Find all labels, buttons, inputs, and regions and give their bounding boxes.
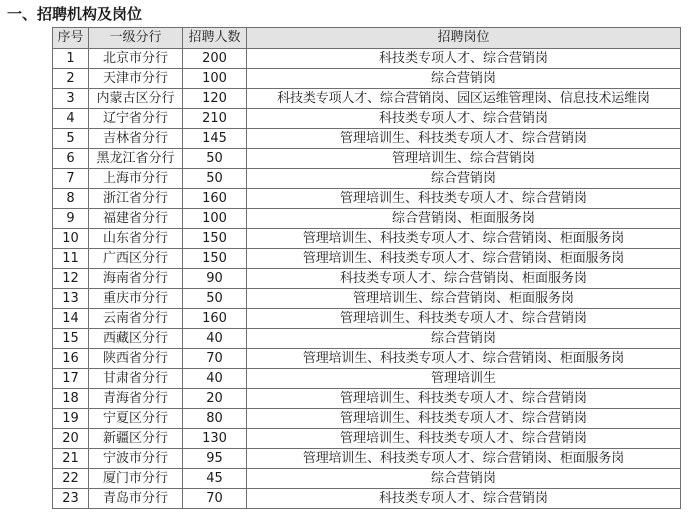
cell-branch: 广西区分行 <box>89 249 183 269</box>
cell-positions: 管理培训生、综合营销岗、柜面服务岗 <box>247 289 681 309</box>
cell-count: 145 <box>183 129 247 149</box>
cell-no: 17 <box>53 369 89 389</box>
cell-positions: 综合营销岗 <box>247 329 681 349</box>
cell-count: 100 <box>183 69 247 89</box>
cell-no: 8 <box>53 189 89 209</box>
cell-branch: 青海省分行 <box>89 389 183 409</box>
cell-no: 15 <box>53 329 89 349</box>
cell-no: 5 <box>53 129 89 149</box>
cell-positions: 管理培训生、科技类专项人才、综合营销岗 <box>247 189 681 209</box>
cell-no: 21 <box>53 449 89 469</box>
table-row <box>53 69 681 89</box>
cell-branch: 黑龙江省分行 <box>89 149 183 169</box>
cell-branch: 天津市分行 <box>89 69 183 89</box>
cell-branch: 甘肃省分行 <box>89 369 183 389</box>
cell-no: 12 <box>53 269 89 289</box>
cell-positions: 管理培训生、科技类专项人才、综合营销岗、柜面服务岗 <box>247 229 681 249</box>
cell-positions: 管理培训生、科技类专项人才、综合营销岗 <box>247 309 681 329</box>
cell-branch: 新疆区分行 <box>89 429 183 449</box>
cell-no: 3 <box>53 89 89 109</box>
cell-branch: 宁波市分行 <box>89 449 183 469</box>
cell-count: 150 <box>183 249 247 269</box>
cell-no: 2 <box>53 69 89 89</box>
cell-no: 6 <box>53 149 89 169</box>
cell-count: 70 <box>183 489 247 509</box>
cell-count: 100 <box>183 209 247 229</box>
table-row <box>53 329 681 349</box>
cell-positions: 管理培训生 <box>247 369 681 389</box>
header-no: 序号 <box>53 28 89 49</box>
header-positions: 招聘岗位 <box>247 28 681 49</box>
cell-branch: 厦门市分行 <box>89 469 183 489</box>
cell-count: 50 <box>183 169 247 189</box>
cell-no: 7 <box>53 169 89 189</box>
cell-positions: 科技类专项人才、综合营销岗 <box>247 49 681 69</box>
cell-positions: 管理培训生、综合营销岗 <box>247 149 681 169</box>
table-row <box>53 289 681 309</box>
cell-count: 50 <box>183 149 247 169</box>
cell-count: 200 <box>183 49 247 69</box>
cell-branch: 上海市分行 <box>89 169 183 189</box>
cell-positions: 综合营销岗 <box>247 469 681 489</box>
cell-branch: 内蒙古区分行 <box>89 89 183 109</box>
table-row <box>53 469 681 489</box>
cell-no: 10 <box>53 229 89 249</box>
cell-positions: 综合营销岗 <box>247 169 681 189</box>
header-branch: 一级分行 <box>89 28 183 49</box>
table-row <box>53 449 681 469</box>
cell-positions: 管理培训生、科技类专项人才、综合营销岗、柜面服务岗 <box>247 349 681 369</box>
table-row <box>53 49 681 69</box>
cell-no: 13 <box>53 289 89 309</box>
table-row <box>53 149 681 169</box>
table-row <box>53 249 681 269</box>
cell-no: 11 <box>53 249 89 269</box>
cell-no: 19 <box>53 409 89 429</box>
table-header-row <box>53 28 681 49</box>
cell-count: 120 <box>183 89 247 109</box>
table-row <box>53 489 681 509</box>
table-row <box>53 309 681 329</box>
cell-branch: 福建省分行 <box>89 209 183 229</box>
cell-no: 22 <box>53 469 89 489</box>
cell-positions: 科技类专项人才、综合营销岗、园区运维管理岗、信息技术运维岗 <box>247 89 681 109</box>
table-row <box>53 89 681 109</box>
cell-no: 18 <box>53 389 89 409</box>
cell-count: 95 <box>183 449 247 469</box>
table-row <box>53 189 681 209</box>
table-row <box>53 109 681 129</box>
cell-branch: 青岛市分行 <box>89 489 183 509</box>
cell-count: 90 <box>183 269 247 289</box>
cell-no: 14 <box>53 309 89 329</box>
cell-branch: 辽宁省分行 <box>89 109 183 129</box>
cell-positions: 管理培训生、科技类专项人才、综合营销岗 <box>247 129 681 149</box>
table-row <box>53 409 681 429</box>
cell-branch: 山东省分行 <box>89 229 183 249</box>
cell-count: 210 <box>183 109 247 129</box>
cell-no: 16 <box>53 349 89 369</box>
cell-no: 9 <box>53 209 89 229</box>
cell-positions: 科技类专项人才、综合营销岗 <box>247 109 681 129</box>
cell-count: 160 <box>183 309 247 329</box>
cell-count: 80 <box>183 409 247 429</box>
cell-branch: 宁夏区分行 <box>89 409 183 429</box>
cell-positions: 科技类专项人才、综合营销岗、柜面服务岗 <box>247 269 681 289</box>
cell-positions: 综合营销岗 <box>247 69 681 89</box>
table-row <box>53 269 681 289</box>
cell-positions: 综合营销岗、柜面服务岗 <box>247 209 681 229</box>
table-row <box>53 229 681 249</box>
header-count: 招聘人数 <box>183 28 247 49</box>
cell-positions: 管理培训生、科技类专项人才、综合营销岗 <box>247 429 681 449</box>
cell-count: 45 <box>183 469 247 489</box>
cell-branch: 北京市分行 <box>89 49 183 69</box>
cell-count: 20 <box>183 389 247 409</box>
cell-positions: 科技类专项人才、综合营销岗 <box>247 489 681 509</box>
cell-branch: 西藏区分行 <box>89 329 183 349</box>
cell-count: 40 <box>183 329 247 349</box>
cell-branch: 浙江省分行 <box>89 189 183 209</box>
cell-no: 4 <box>53 109 89 129</box>
table-row <box>53 209 681 229</box>
table-row <box>53 169 681 189</box>
cell-no: 20 <box>53 429 89 449</box>
cell-branch: 吉林省分行 <box>89 129 183 149</box>
cell-branch: 陕西省分行 <box>89 349 183 369</box>
table-body <box>53 49 681 509</box>
cell-no: 23 <box>53 489 89 509</box>
cell-count: 160 <box>183 189 247 209</box>
section-heading: 一、招聘机构及岗位 <box>7 5 143 23</box>
cell-branch: 云南省分行 <box>89 309 183 329</box>
cell-positions: 管理培训生、科技类专项人才、综合营销岗、柜面服务岗 <box>247 249 681 269</box>
cell-positions: 管理培训生、科技类专项人才、综合营销岗 <box>247 389 681 409</box>
cell-no: 1 <box>53 49 89 69</box>
cell-positions: 管理培训生、科技类专项人才、综合营销岗、柜面服务岗 <box>247 449 681 469</box>
cell-count: 70 <box>183 349 247 369</box>
table-row <box>53 369 681 389</box>
table-row <box>53 389 681 409</box>
table-row <box>53 349 681 369</box>
table-row <box>53 429 681 449</box>
table-row <box>53 129 681 149</box>
cell-count: 50 <box>183 289 247 309</box>
cell-positions: 管理培训生、科技类专项人才、综合营销岗 <box>247 409 681 429</box>
cell-branch: 海南省分行 <box>89 269 183 289</box>
cell-count: 150 <box>183 229 247 249</box>
cell-count: 130 <box>183 429 247 449</box>
recruitment-table <box>52 27 681 509</box>
cell-count: 40 <box>183 369 247 389</box>
cell-branch: 重庆市分行 <box>89 289 183 309</box>
